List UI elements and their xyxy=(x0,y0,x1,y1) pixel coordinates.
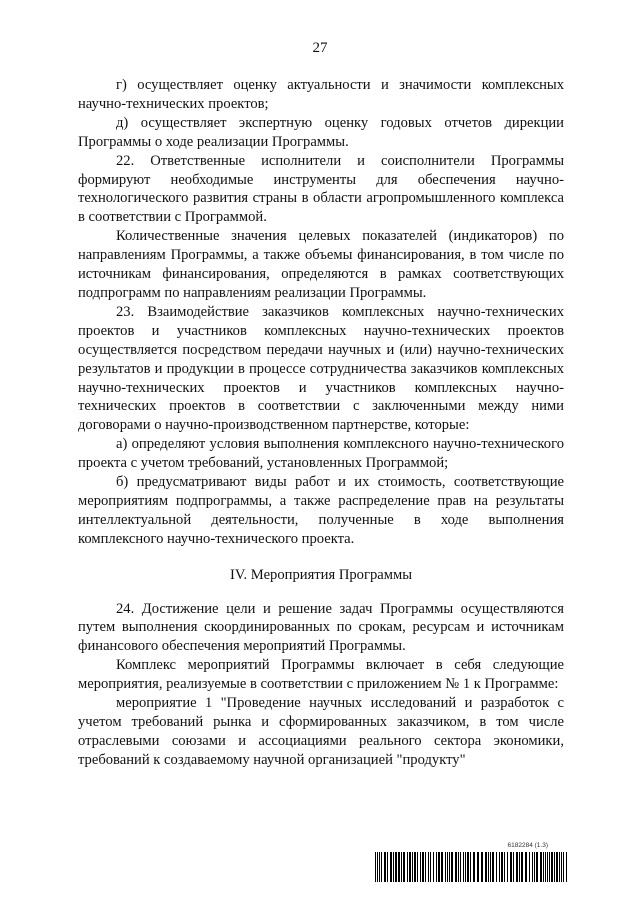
paragraph: г) осуществляет оценку актуальности и значимости комплексных научно-технических проектов; xyxy=(78,77,564,112)
paragraphs-after-heading xyxy=(78,600,564,770)
barcode-code: 6182284 (1.3) xyxy=(507,842,548,849)
paragraph: д) осуществляет экспертную оценку годовых отчетов дирекции Программы о ходе реализации Программы. xyxy=(78,114,564,150)
paragraph: а) определяют условия выполнения комплексного научно-технического проекта с учетом требований, установленных Программой; xyxy=(78,436,564,472)
paragraph: б) предусматривают виды работ и их стоимость, соответствующие мероприятиям подпрограммы, а также распределение прав на результаты интеллектуальной деятельности, полученные в ходе выполнения комплексного научно-технического проекта. xyxy=(78,474,564,547)
paragraph: 22. Ответственные исполнители и соисполнители Программы формируют необходимые инструменты для обеспечения научно-технологического развития страны в области агропромышленного комплекса в соответствии с Программой. xyxy=(78,152,564,226)
paragraph: Комплекс мероприятий Программы включает в себя следующие мероприятия, реализуемые в соответствии с приложением № 1 к Программе: xyxy=(78,657,564,693)
paragraph: Количественные значения целевых показателей (индикаторов) по направлениям Программы, а также объемы финансирования, в том числе по источникам финансирования, определяются в рамках соответствующих подпрограмм по направлениям реализации Программы. xyxy=(78,228,564,301)
page-number: 27 xyxy=(312,40,328,56)
barcode xyxy=(375,842,570,886)
barcode-icon xyxy=(375,852,570,882)
paragraph: 24. Достижение цели и решение задач Программы осуществляются путем выполнения скоординированных по срокам, ресурсам и источникам финансового обеспечения мероприятий Программы. xyxy=(78,600,564,655)
paragraph: мероприятие 1 "Проведение научных исследований и разработок с учетом требований рынка и сформированных заказчиком, в том числе отраслевыми союзами и ассоциациями реального сектора экономики, требований к создаваемому научной организацией "продукту" xyxy=(78,695,564,768)
section-heading: IV. Мероприятия Программы xyxy=(229,566,412,583)
document-body xyxy=(78,76,564,770)
paragraph: 23. Взаимодействие заказчиков комплексных научно-технических проектов и участников комплексных научно-технических проектов осуществляется посредством передачи научных и (или) научно-технических результатов и продукции в процессе сотрудничества заказчиков комплексных научно-технических проектов и участников комплексных научно-технических проектов в соответствии с заключенными между ними договорами о научно-производственном партнерстве, которые: xyxy=(78,303,564,434)
paragraphs-before-heading xyxy=(78,76,564,549)
